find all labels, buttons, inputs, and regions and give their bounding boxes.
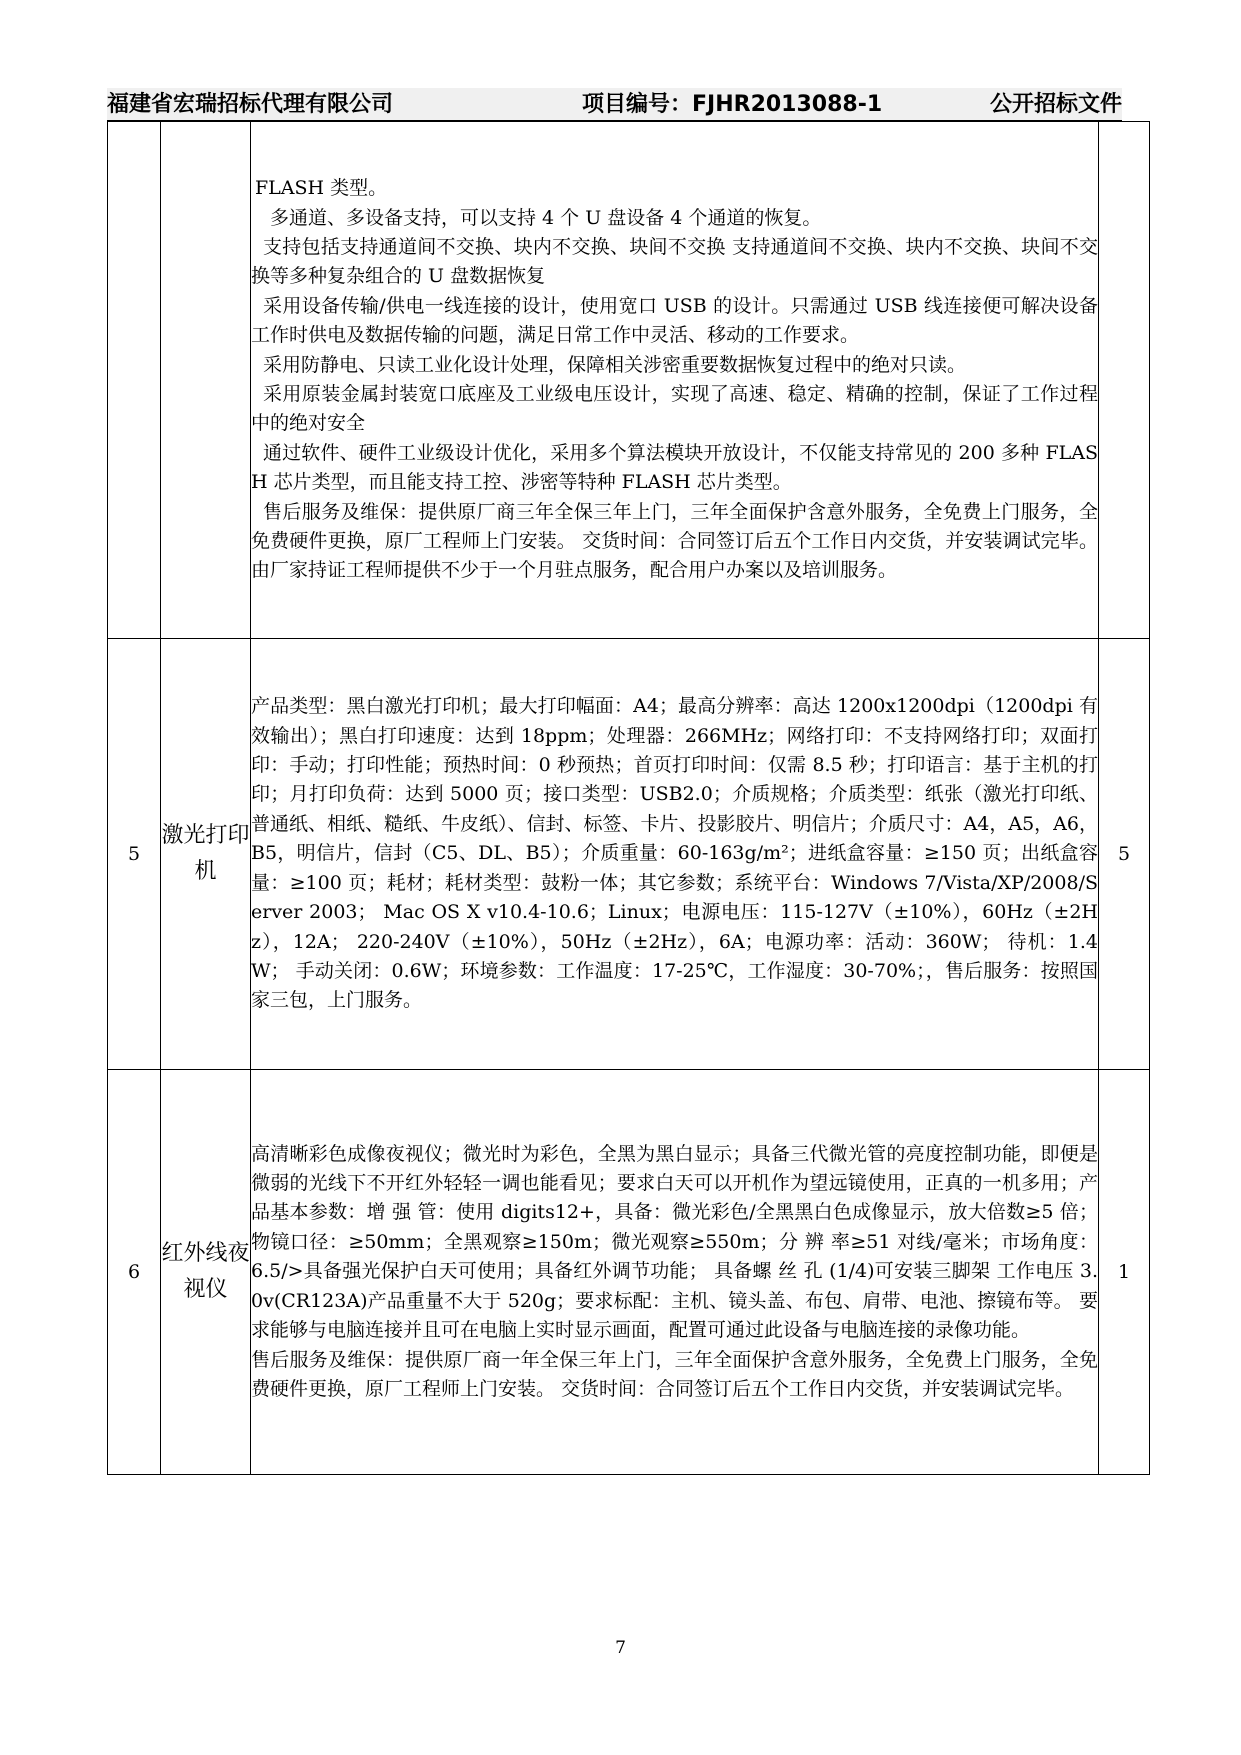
row-number: 6 [108, 1070, 161, 1475]
item-quantity: 1 [1099, 1070, 1150, 1475]
item-quantity [1099, 122, 1150, 639]
item-name: 红外线夜视仪 [161, 1070, 251, 1475]
row-number [108, 122, 161, 639]
item-description [251, 639, 1099, 1070]
header-company: 福建省宏瑞招标代理有限公司 [107, 92, 394, 117]
table-row [108, 122, 1150, 639]
description-paragraph: 采用设备传输/供电一线连接的设计，使用宽口 USB 的设计。只需通过 USB 线连接便可解决设备工作时供电及数据传输的问题，满足日常工作中灵活、移动的工作要求。 [251, 294, 1098, 347]
item-description [251, 122, 1099, 639]
row-number: 5 [108, 639, 161, 1070]
description-paragraph: 高清晰彩色成像夜视仪；微光时为彩色，全黑为黑白显示；具备三代微光管的亮度控制功能，即便是微弱的光线下不开红外轻轻一调也能看见；要求白天可以开机作为望远镜使用，正真的一机多用；产品基本参数：增 强 管：使用 digits12+，具备：微光彩色/全黑黑白色成像显示，放大倍数≥5 倍；物镜口径：≥50mm；全黑观察≥150m；微光观察≥550m；分 辨 率≥51 对线/毫米；市场角度：6.5/>具备强光保护白天可使用；具备红外调节功能； 具备螺 丝 孔 (1/4)可安装三脚架 工作电压 3.0v(CR123A)产品重量不大于 520g；要求标配：主机、镜头盖、布包、肩带、电池、擦镜布等。 要求能够与电脑连接并且可在电脑上实时显示画面，配置可通过此设备与电脑连接的录像功能。 [251, 1142, 1098, 1342]
description-paragraph: 售后服务及维保：提供原厂商三年全保三年上门，三年全面保护含意外服务，全免费上门服务，全免费硬件更换，原厂工程师上门安装。 交货时间：合同签订后五个工作日内交货，并安装调试完毕。由厂家持证工程师提供不少于一个月驻点服务，配合用户办案以及培训服务。 [251, 500, 1098, 582]
table-row [108, 1070, 1150, 1475]
description-paragraph: 多通道、多设备支持，可以支持 4 个 U 盘设备 4 个通道的恢复。 [270, 206, 822, 229]
description-paragraph: 通过软件、硬件工业级设计优化，采用多个算法模块开放设计，不仅能支持常见的 200 多种 FLASH 芯片类型，而且能支持工控、涉密等特种 FLASH 芯片类型。 [251, 441, 1098, 494]
description-paragraph: 产品类型：黑白激光打印机；最大打印幅面：A4；最高分辨率：高达 1200x1200dpi（1200dpi 有效输出）；黑白打印速度：达到 18ppm；处理器：266MHz；网络打印：不支持网络打印；双面打印：手动；打印性能；预热时间：0 秒预热；首页打印时间：仅需 8.5 秒；打印语言：基于主机的打印；月打印负荷：达到 5000 页；接口类型：USB2.0；介质规格；介质类型：纸张（激光打印纸、普通纸、相纸、糙纸、牛皮纸）、信封、标签、卡片、投影胶片、明信片；介质尺寸：A4，A5，A6，B5，明信片，信封（C5、DL、B5）；介质重量：60-163g/m²；进纸盒容量：≥150 页；出纸盒容量：≥100 页；耗材；耗材类型：鼓粉一体；其它参数；系统平台：Windows 7/Vista/XP/2008/Server 2003； Mac OS X v10.4-10.6；Linux；电源电压：115-127V（±10%），60Hz（±2Hz），12A； 220-240V（±10%），50Hz（±2Hz），6A；电源功率：活动：360W； 待机：1.4W； 手动关闭：0.6W；环境参数：工作温度：17-25℃，工作湿度：30-70%；，售后服务：按照国家三包，上门服务。 [251, 695, 1098, 1012]
description-paragraph: 采用原装金属封装宽口底座及工业级电压设计，实现了高速、稳定、精确的控制，保证了工作过程中的绝对安全 [251, 383, 1098, 435]
page-header [107, 88, 1122, 122]
table-row [108, 639, 1150, 1070]
item-quantity: 5 [1099, 639, 1150, 1070]
specification-table [107, 121, 1150, 1475]
description-paragraph: 售后服务及维保：提供原厂商一年全保三年上门，三年全面保护含意外服务，全免费上门服务，全免费硬件更换，原厂工程师上门安装。 交货时间：合同签订后五个工作日内交货，并安装调试完毕。 [251, 1348, 1098, 1400]
header-project-number: 项目编号：FJHR2013088-1 [582, 92, 883, 117]
description-paragraph: FLASH 类型。 [255, 177, 388, 200]
description-paragraph: 采用防静电、只读工业化设计处理，保障相关涉密重要数据恢复过程中的绝对只读。 [263, 353, 967, 376]
description-paragraph: 支持包括支持通道间不交换、块内不交换、块间不交换 支持通道间不交换、块内不交换、块间不交换等多种复杂组合的 U 盘数据恢复 [251, 235, 1098, 288]
item-description [251, 1070, 1099, 1475]
item-name: 激光打印机 [161, 639, 251, 1070]
page-number: 7 [615, 1638, 626, 1658]
header-document-type: 公开招标文件 [989, 92, 1122, 117]
item-name [161, 122, 251, 639]
